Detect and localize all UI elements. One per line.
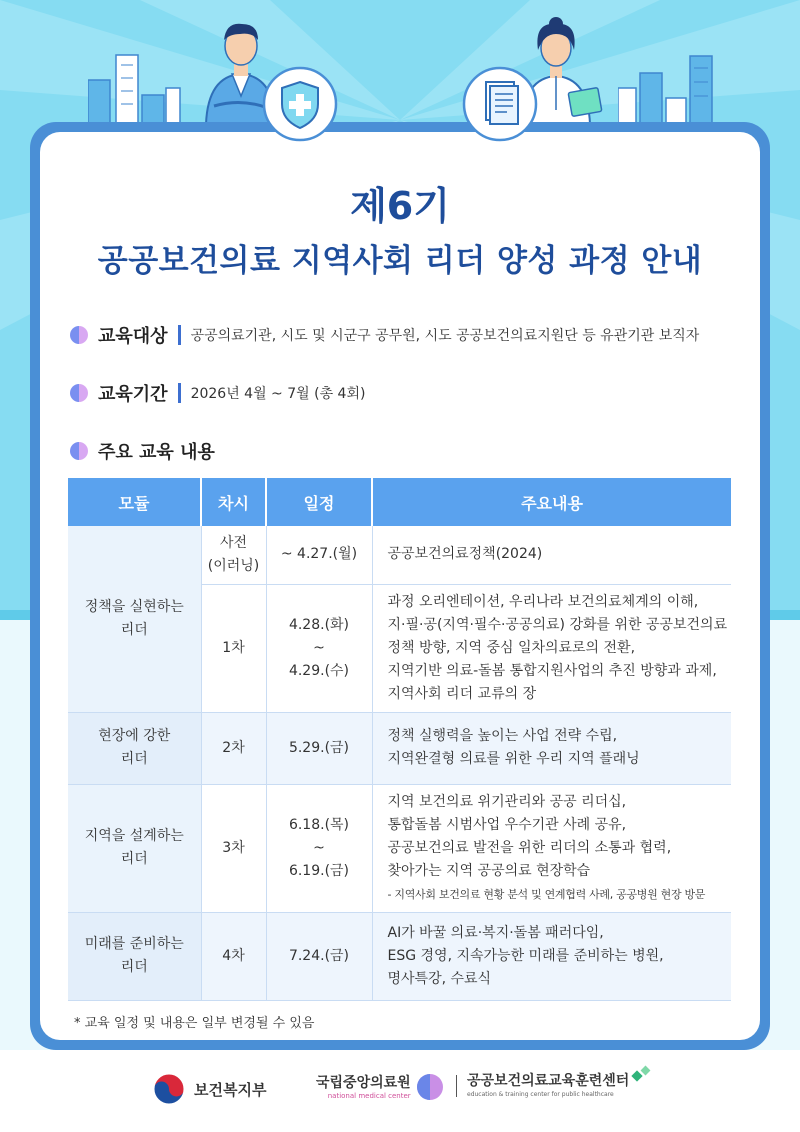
nmc-logo	[316, 1072, 445, 1102]
session-label: 4차	[222, 947, 245, 964]
session-label: 3차	[222, 839, 245, 856]
date-label: 7.24.(금)	[288, 947, 350, 964]
schedule-table	[68, 478, 731, 1001]
content-cell	[372, 526, 731, 584]
content-line: AI가 바꿀 의료·복지·돌봄 패러다임,	[387, 924, 604, 941]
header-module: 모듈	[68, 478, 201, 526]
date-label: 6.19.(금)	[288, 862, 350, 879]
date-separator: ~	[313, 639, 325, 656]
module-cell	[68, 912, 201, 1000]
date-label: 4.29.(수)	[288, 662, 350, 679]
session-cell	[201, 784, 266, 912]
table-row	[68, 784, 731, 912]
header-session: 차시	[201, 478, 266, 526]
content-subnote: - 지역사회 보건의료 현황 분석 및 연계협력 사례, 공공병원 현장 방문	[387, 887, 706, 901]
table-header-row	[68, 478, 731, 526]
footnote: * 교육 일정 및 내용은 일부 변경될 수 있음	[74, 1016, 315, 1031]
module-name: 정책을 실현하는	[84, 598, 184, 615]
session-cell	[201, 712, 266, 784]
content-heading-row	[70, 438, 215, 464]
info-target-text: 공공의료기관, 시도 및 시군구 공무원, 시도 공공보건의료지원단 등 유관기관 보직자	[190, 328, 700, 344]
module-name: 리더	[120, 751, 148, 767]
nmc-logo-icon	[415, 1072, 445, 1102]
date-label: ~ 4.27.(월)	[280, 546, 358, 563]
content-line: 지·필·공(지역·필수·공공의료) 강화를 위한 공공보건의료	[387, 616, 728, 633]
session-cell	[201, 584, 266, 712]
taegeuk-icon	[152, 1072, 186, 1106]
content-line: 통합돌봄 시범사업 우수기관 사례 공유,	[387, 816, 627, 833]
center-logo	[456, 1072, 653, 1099]
content-line: 찾아가는 지역 공공의료 현장학습	[387, 862, 591, 879]
content-line: 과정 오리엔테이션, 우리나라 보건의료체계의 이해,	[387, 593, 699, 610]
table-row	[68, 912, 731, 1000]
module-cell	[68, 526, 201, 712]
info-target-label: 교육대상	[98, 326, 168, 347]
document-icon	[462, 66, 538, 142]
session-cell	[201, 912, 266, 1000]
session-cell	[201, 526, 266, 584]
date-cell	[266, 526, 372, 584]
content-heading: 주요 교육 내용	[98, 442, 215, 463]
content-line: 지역 보건의료 위기관리와 공공 리더십,	[387, 793, 627, 810]
info-period-label: 교육기간	[98, 384, 168, 405]
date-label: 4.28.(화)	[288, 616, 350, 633]
table-row	[68, 712, 731, 784]
session-label: 1차	[222, 639, 245, 656]
content-cell	[372, 912, 731, 1000]
header-date: 일정	[266, 478, 372, 526]
module-name: 리더	[120, 851, 148, 867]
module-cell	[68, 712, 201, 784]
org-subname: education & training center for public healthcare	[467, 1091, 614, 1098]
content-line: 지역사회 리더 교류의 장	[387, 685, 537, 702]
org-name: 국립중앙의료원	[316, 1074, 411, 1091]
content-line: 공공보건의료정책(2024)	[387, 546, 543, 563]
info-period-text: 2026년 4월 ~ 7월 (총 4회)	[190, 386, 366, 402]
module-name: 리더	[120, 621, 148, 638]
bullet-dot-icon	[70, 326, 88, 344]
bullet-dot-icon	[70, 384, 88, 402]
header-content: 주요내용	[372, 478, 731, 526]
date-cell	[266, 584, 372, 712]
module-cell	[68, 784, 201, 912]
buildings-left-illustration	[88, 50, 188, 130]
content-line: 지역기반 의료-돌봄 통합지원사업의 추진 방향과 과제,	[387, 662, 717, 679]
module-name: 미래를 준비하는	[84, 936, 184, 952]
content-line: 정책 방향, 지역 중심 일차의료로의 전환,	[387, 639, 636, 656]
buildings-right-illustration	[618, 48, 718, 130]
content-line: ESG 경영, 지속가능한 미래를 준비하는 병원,	[387, 947, 664, 964]
org-subname: national medical center	[327, 1091, 411, 1100]
title-course-name: 공공보건의료 지역사회 리더 양성 과정 안내	[97, 243, 703, 279]
info-period-row	[70, 380, 365, 406]
content-line: 지역완결형 의료를 위한 우리 지역 플래닝	[387, 751, 640, 767]
table-row	[68, 526, 731, 584]
info-target-row	[70, 322, 699, 348]
session-label: 2차	[222, 739, 245, 756]
date-cell	[266, 784, 372, 912]
shield-plus-icon	[262, 66, 338, 142]
mohw-logo	[152, 1072, 266, 1106]
org-name: 공공보건의료교육훈련센터	[467, 1073, 630, 1089]
content-cell	[372, 784, 731, 912]
info-divider	[178, 383, 181, 403]
date-label: 5.29.(금)	[288, 739, 350, 756]
module-name: 현장에 강한	[98, 728, 171, 744]
title-edition: 제6기	[350, 184, 450, 228]
date-label: 6.18.(목)	[288, 816, 350, 833]
session-label: (이러닝)	[207, 557, 260, 574]
session-label: 사전	[219, 534, 248, 551]
module-name: 리더	[120, 959, 148, 975]
module-name: 지역을 설계하는	[84, 828, 184, 844]
info-divider	[178, 325, 181, 345]
content-cell	[372, 712, 731, 784]
date-separator: ~	[313, 839, 325, 856]
content-cell	[372, 584, 731, 712]
org-name: 보건복지부	[194, 1080, 267, 1099]
content-line: 공공보건의료 발전을 위한 리더의 소통과 협력,	[387, 839, 672, 856]
content-line: 명사특강, 수료식	[387, 970, 492, 987]
date-cell	[266, 912, 372, 1000]
center-logo-icon	[631, 1064, 653, 1090]
bullet-dot-icon	[70, 442, 88, 460]
date-cell	[266, 712, 372, 784]
poster-title	[40, 182, 760, 286]
content-line: 정책 실행력을 높이는 사업 전략 수립,	[387, 728, 618, 744]
logo-divider	[456, 1075, 457, 1097]
